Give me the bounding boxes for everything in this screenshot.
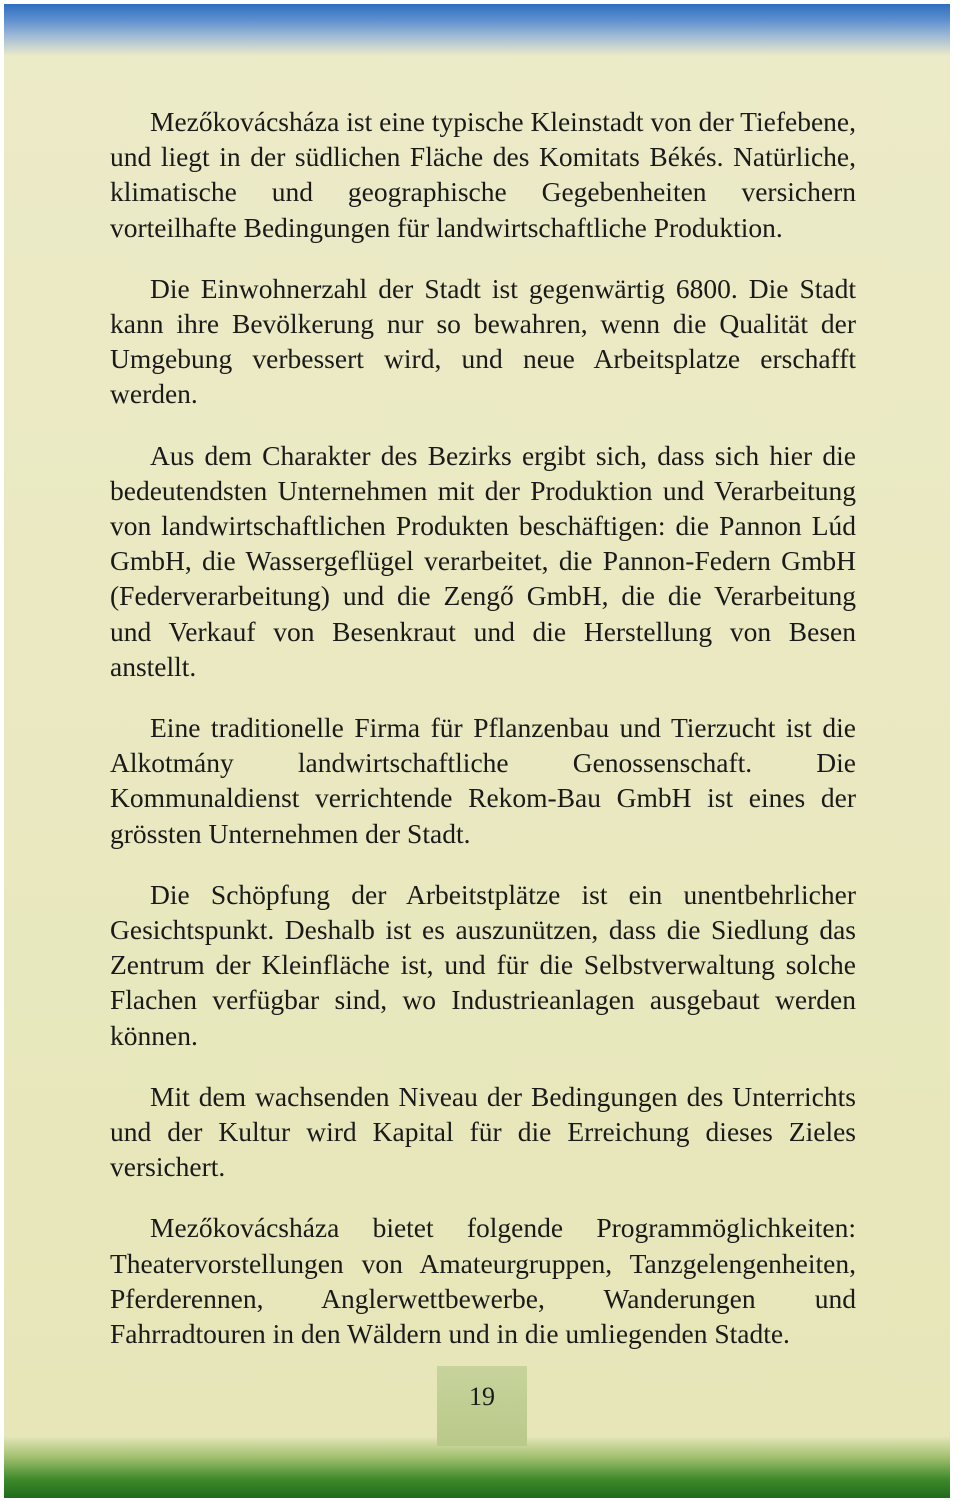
paragraph-6: Mit dem wachsenden Niveau der Bedingungen des Unterrichts und der Kultur wird Kapital für die Erreichung dieses Zieles versichert. bbox=[110, 1080, 856, 1183]
paragraph-7: Mezőkovácsháza bietet folgende Programmöglichkeiten: Theatervorstellungen von Amateurgruppen, Tanzgelengenheiten, Pferderennen, Anglerwettbewerbe, Wanderungen und Fahrradtouren in den Wäldern und in die umliegenden Stadte. bbox=[110, 1212, 856, 1350]
body-text bbox=[110, 104, 856, 1377]
top-blue-band bbox=[4, 4, 950, 56]
page-sheet bbox=[4, 4, 950, 1498]
paragraph-5: Die Schöpfung der Arbeitstplätze ist ein unentbehrlicher Gesichtspunkt. Deshalb ist es auszunützen, dass die Siedlung das Zentrum der Kleinfläche ist, und für die Selbstverwaltung solche Flachen verfügbar sind, wo Industrieanlagen ausgebaut werden können. bbox=[110, 878, 856, 1051]
paragraph-3: Aus dem Charakter des Bezirks ergibt sich, dass sich hier die bedeutendsten Unternehmen mit der Produktion und Verarbeitung von landwirtschaftlichen Produkten beschäftigen: die Pannon Lúd GmbH, die Wassergeflügel verarbeitet, die Pannon-Federn GmbH (Federverarbeitung) und die Zengő GmbH, die die Verarbeitung und Verkauf von Besenkraut und die Herstellung von Besen anstellt. bbox=[110, 439, 856, 682]
paragraph-4: Eine traditionelle Firma für Pflanzenbau und Tierzucht ist die Alkotmány landwirtschaftliche Genossenschaft. Die Kommunaldienst verrichtende Rekom-Bau GmbH ist eines der grössten Unternehmen der Stadt. bbox=[110, 712, 856, 849]
page-number-box bbox=[437, 1366, 527, 1446]
paragraph-2: Die Einwohnerzahl der Stadt ist gegenwärtig 6800. Die Stadt kann ihre Bevölkerung nur so bewahren, wenn die Qualität der Umgebung verbessert wird, und neue Arbeitsplatze erschafft werden. bbox=[110, 272, 856, 410]
page-number: 19 bbox=[469, 1382, 495, 1411]
paragraph-1: Mezőkovácsháza ist eine typische Kleinstadt von der Tiefebene, und liegt in der südlichen Fläche des Komitats Békés. Natürliche, klimatische und geographische Gegebenheiten versichern vorteilhafte Bedingungen für landwirtschaftliche Produktion. bbox=[110, 106, 856, 243]
